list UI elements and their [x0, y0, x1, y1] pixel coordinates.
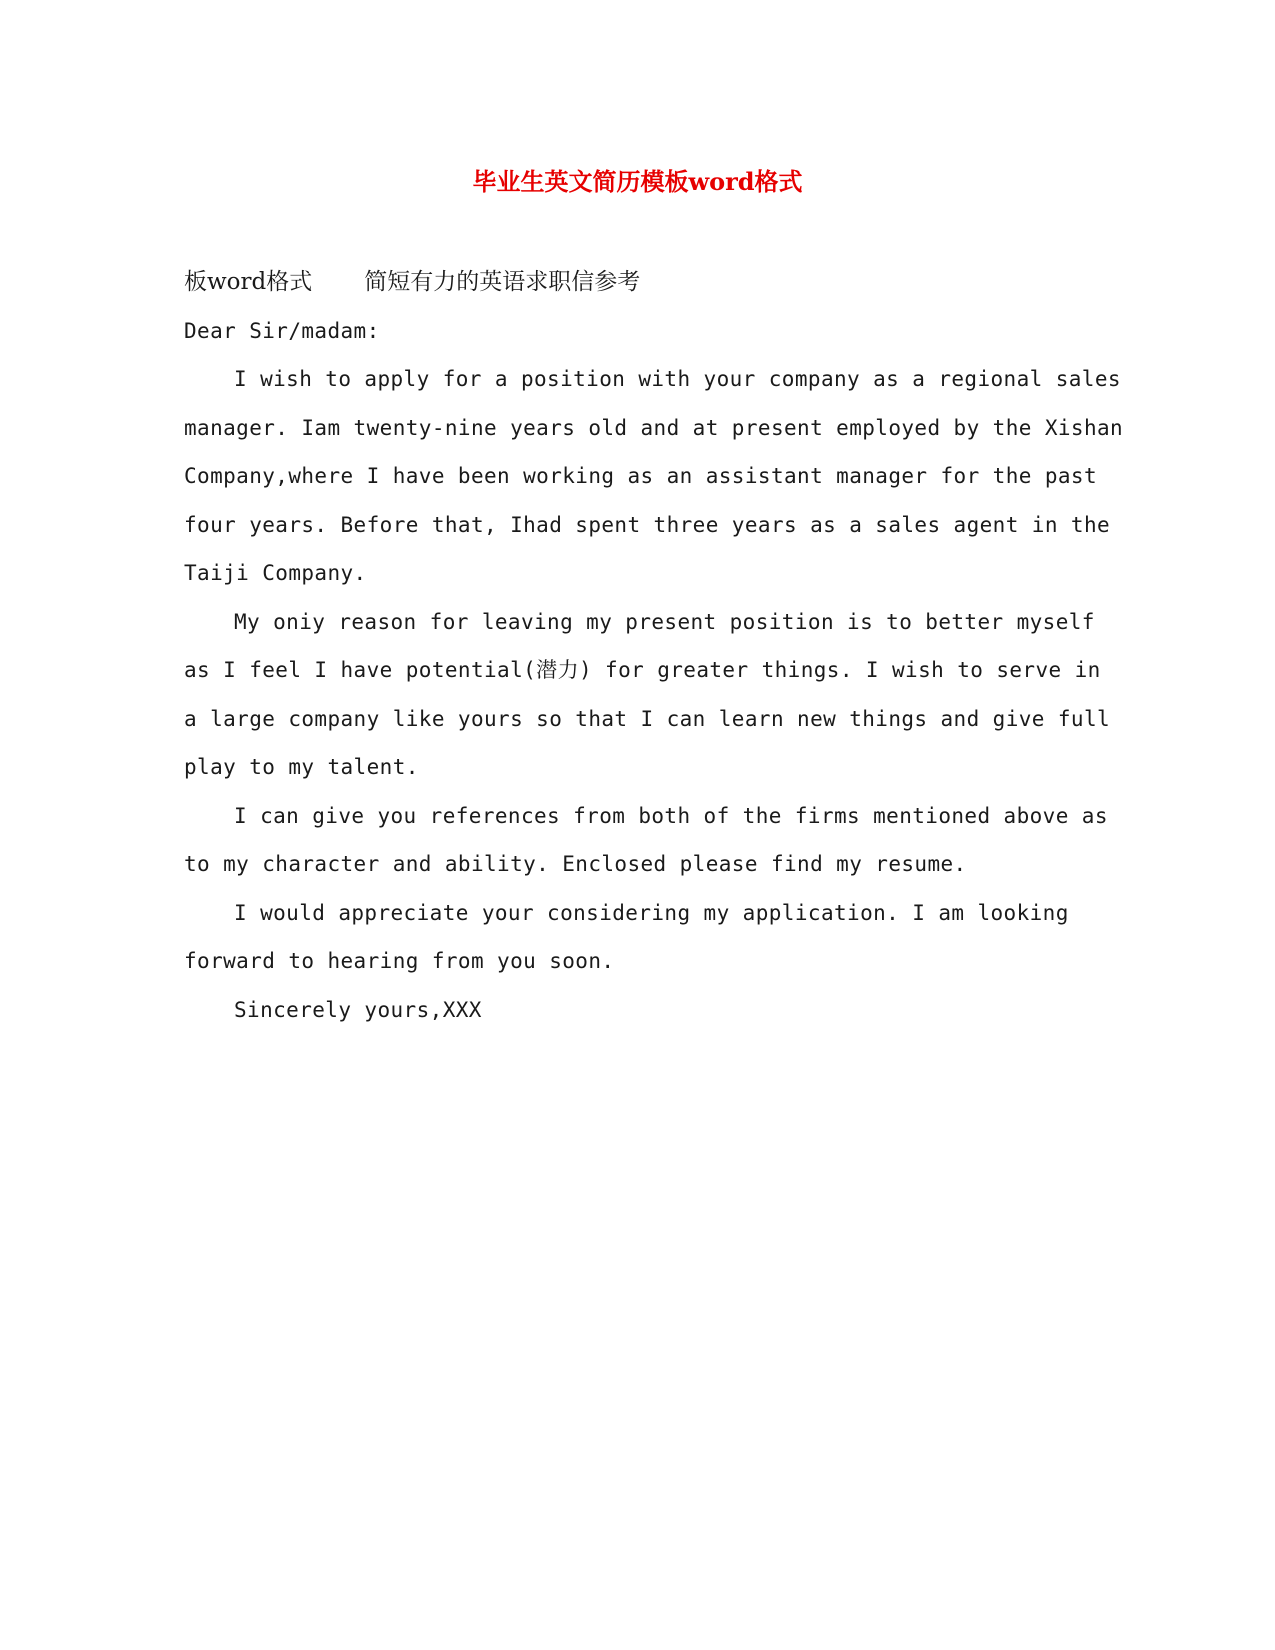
subtitle-line — [184, 258, 1092, 307]
paragraph-line: forward to hearing from you soon. — [184, 949, 615, 973]
paragraph-line: a large company like yours so that I can learn new things and give full — [184, 706, 1111, 731]
closing: Sincerely yours,XXX — [234, 997, 482, 1022]
paragraph-line: four years. Before that, Ihad spent three years as a sales agent in the — [184, 512, 1111, 537]
paragraph-2 — [184, 598, 1111, 792]
paragraph-line: to my character and ability. Enclosed please find my resume. — [184, 852, 967, 876]
subtitle-right: 简短有力的英语求职信参考 — [364, 269, 641, 295]
paragraph-line: play to my talent. — [184, 755, 419, 779]
salutation: Dear Sir/madam: — [184, 318, 380, 343]
paragraph-line: Company,where I have been working as an assistant manager for the past — [184, 464, 1098, 488]
paragraph-1 — [184, 355, 1124, 598]
letter-body — [184, 258, 1124, 1034]
paragraph-4 — [184, 889, 1092, 986]
paragraph-line: I would appreciate your considering my application. I am looking — [234, 900, 1069, 925]
paragraph-line: manager. Iam twenty-nine years old and at present employed by the Xishan — [184, 415, 1124, 440]
document-title: 毕业生英文简历模板word格式 — [472, 167, 803, 196]
paragraph-line: as I feel I have potential(潜力) for greater things. I wish to serve in — [184, 658, 1101, 682]
paragraph-line: My oniy reason for leaving my present position is to better myself — [234, 609, 1095, 634]
subtitle-left: 板word格式 — [184, 269, 313, 295]
paragraph-3 — [184, 792, 1108, 889]
paragraph-line: Taiji Company. — [184, 561, 367, 585]
paragraph-line: I can give you references from both of the firms mentioned above as — [234, 803, 1108, 828]
paragraph-line: I wish to apply for a position with your company as a regional sales — [234, 367, 1121, 391]
